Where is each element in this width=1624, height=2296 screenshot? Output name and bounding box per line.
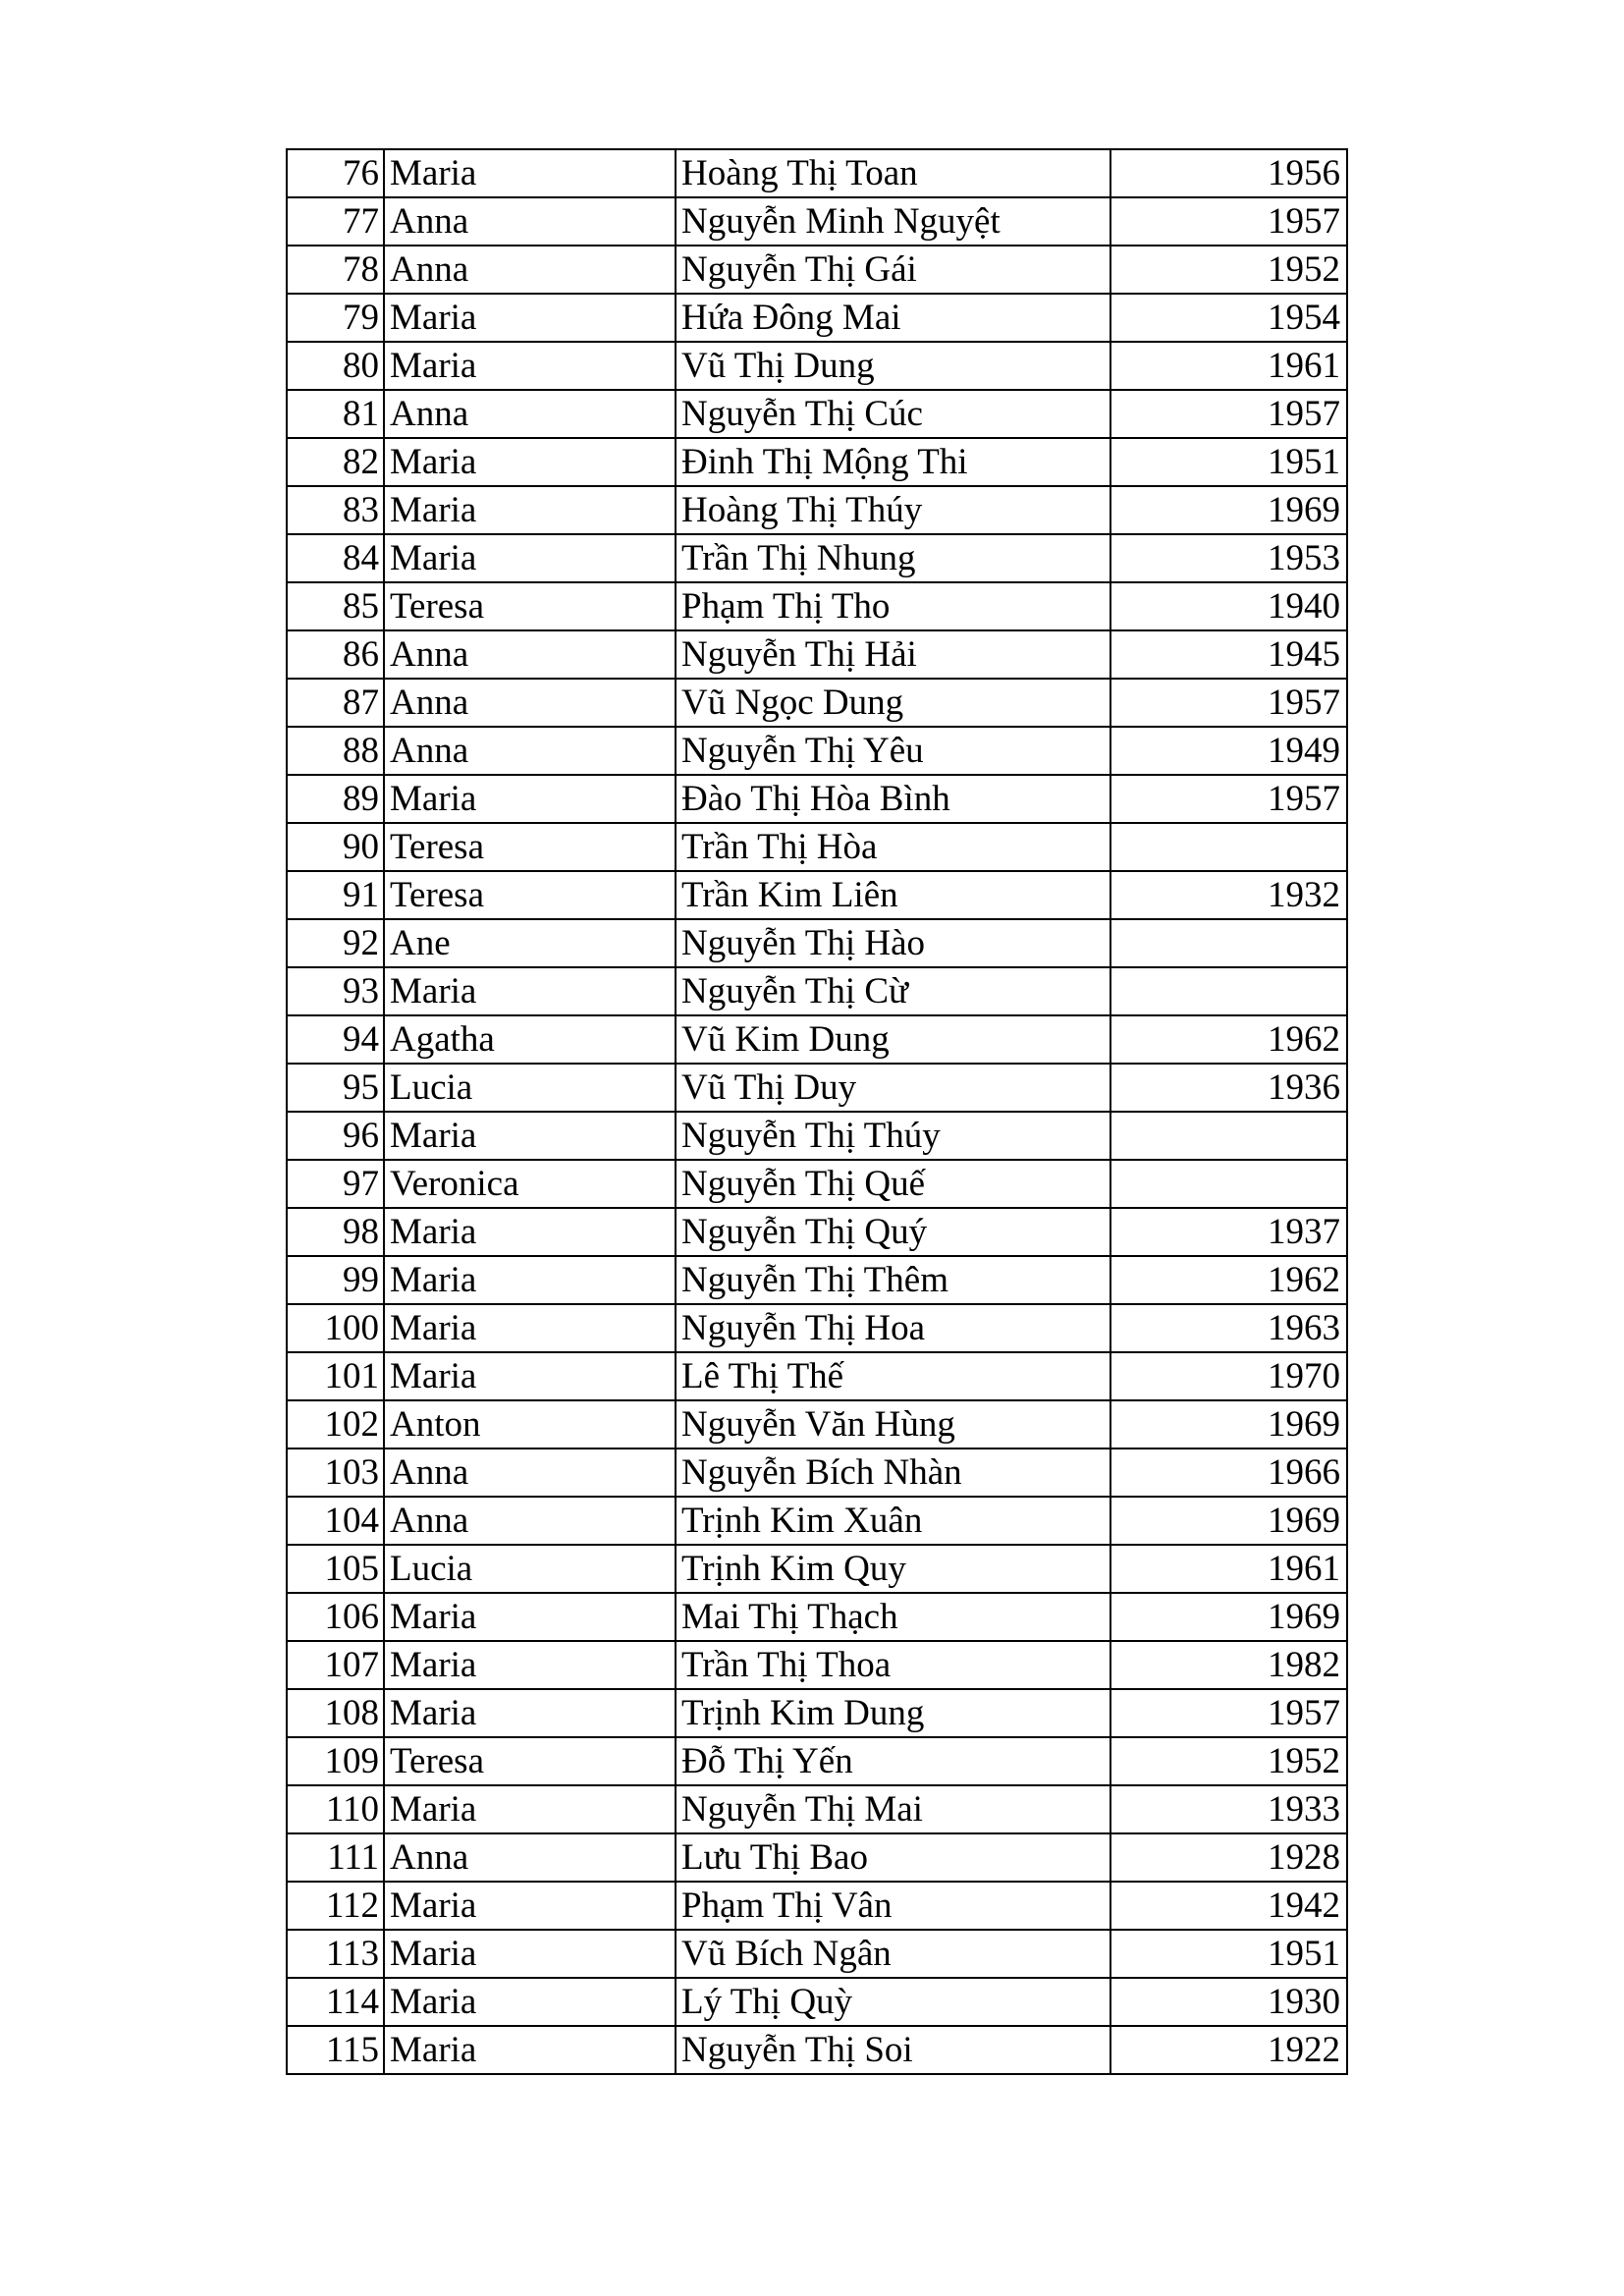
- birth-year-cell: 1936: [1110, 1064, 1347, 1112]
- table-row: [287, 1593, 1347, 1641]
- row-number-cell: 94: [287, 1015, 384, 1064]
- full-name-cell: Nguyễn Minh Nguyệt: [676, 197, 1110, 246]
- birth-year-cell: [1110, 1112, 1347, 1160]
- saint-name-cell: Maria: [384, 438, 676, 486]
- full-name-cell: Trịnh Kim Xuân: [676, 1497, 1110, 1545]
- row-number-cell: 114: [287, 1978, 384, 2026]
- table-row: [287, 630, 1347, 679]
- table-row: [287, 1400, 1347, 1449]
- birth-year-cell: 1956: [1110, 149, 1347, 197]
- table-row: [287, 1064, 1347, 1112]
- birth-year-cell: 1930: [1110, 1978, 1347, 2026]
- birth-year-cell: 1963: [1110, 1304, 1347, 1352]
- birth-year-cell: [1110, 919, 1347, 967]
- birth-year-cell: 1969: [1110, 1593, 1347, 1641]
- full-name-cell: Lý Thị Quỳ: [676, 1978, 1110, 2026]
- birth-year-cell: [1110, 823, 1347, 871]
- table-row: [287, 1112, 1347, 1160]
- table-row: [287, 486, 1347, 534]
- row-number-cell: 112: [287, 1882, 384, 1930]
- saint-name-cell: Maria: [384, 294, 676, 342]
- saint-name-cell: Anna: [384, 1833, 676, 1882]
- table-row: [287, 149, 1347, 197]
- saint-name-cell: Maria: [384, 1352, 676, 1400]
- birth-year-cell: 1982: [1110, 1641, 1347, 1689]
- birth-year-cell: [1110, 967, 1347, 1015]
- table-row: [287, 2026, 1347, 2074]
- table-row: [287, 197, 1347, 246]
- birth-year-cell: 1970: [1110, 1352, 1347, 1400]
- saint-name-cell: Maria: [384, 1978, 676, 2026]
- row-number-cell: 82: [287, 438, 384, 486]
- birth-year-cell: 1969: [1110, 486, 1347, 534]
- full-name-cell: Trần Thị Hòa: [676, 823, 1110, 871]
- table-row: [287, 294, 1347, 342]
- row-number-cell: 110: [287, 1785, 384, 1833]
- saint-name-cell: Maria: [384, 1112, 676, 1160]
- birth-year-cell: 1940: [1110, 582, 1347, 630]
- saint-name-cell: Maria: [384, 1882, 676, 1930]
- saint-name-cell: Maria: [384, 2026, 676, 2074]
- saint-name-cell: Anna: [384, 246, 676, 294]
- full-name-cell: Nguyễn Thị Gái: [676, 246, 1110, 294]
- row-number-cell: 80: [287, 342, 384, 390]
- saint-name-cell: Lucia: [384, 1064, 676, 1112]
- row-number-cell: 84: [287, 534, 384, 582]
- saint-name-cell: Teresa: [384, 823, 676, 871]
- table-row: [287, 1833, 1347, 1882]
- row-number-cell: 115: [287, 2026, 384, 2074]
- full-name-cell: Nguyễn Thị Hoa: [676, 1304, 1110, 1352]
- table-row: [287, 871, 1347, 919]
- table-row: [287, 1304, 1347, 1352]
- full-name-cell: Nguyễn Thị Mai: [676, 1785, 1110, 1833]
- row-number-cell: 103: [287, 1449, 384, 1497]
- table-row: [287, 582, 1347, 630]
- table-row: [287, 919, 1347, 967]
- table-row: [287, 1497, 1347, 1545]
- birth-year-cell: 1957: [1110, 1689, 1347, 1737]
- full-name-cell: Trần Thị Thoa: [676, 1641, 1110, 1689]
- row-number-cell: 91: [287, 871, 384, 919]
- birth-year-cell: 1928: [1110, 1833, 1347, 1882]
- row-number-cell: 107: [287, 1641, 384, 1689]
- saint-name-cell: Teresa: [384, 582, 676, 630]
- full-name-cell: Vũ Thị Duy: [676, 1064, 1110, 1112]
- birth-year-cell: 1932: [1110, 871, 1347, 919]
- row-number-cell: 79: [287, 294, 384, 342]
- full-name-cell: Vũ Ngọc Dung: [676, 679, 1110, 727]
- saint-name-cell: Lucia: [384, 1545, 676, 1593]
- full-name-cell: Phạm Thị Vân: [676, 1882, 1110, 1930]
- full-name-cell: Trần Kim Liên: [676, 871, 1110, 919]
- row-number-cell: 95: [287, 1064, 384, 1112]
- saint-name-cell: Agatha: [384, 1015, 676, 1064]
- full-name-cell: Nguyễn Thị Hào: [676, 919, 1110, 967]
- table-row: [287, 1641, 1347, 1689]
- full-name-cell: Phạm Thị Tho: [676, 582, 1110, 630]
- saint-name-cell: Anna: [384, 390, 676, 438]
- table-row: [287, 1015, 1347, 1064]
- full-name-cell: Lê Thị Thế: [676, 1352, 1110, 1400]
- row-number-cell: 113: [287, 1930, 384, 1978]
- birth-year-cell: 1962: [1110, 1256, 1347, 1304]
- full-name-cell: Lưu Thị Bao: [676, 1833, 1110, 1882]
- row-number-cell: 89: [287, 775, 384, 823]
- saint-name-cell: Maria: [384, 1785, 676, 1833]
- birth-year-cell: 1961: [1110, 1545, 1347, 1593]
- birth-year-cell: 1969: [1110, 1497, 1347, 1545]
- full-name-cell: Vũ Thị Dung: [676, 342, 1110, 390]
- table-row: [287, 534, 1347, 582]
- table-row: [287, 967, 1347, 1015]
- table-row: [287, 1208, 1347, 1256]
- row-number-cell: 77: [287, 197, 384, 246]
- saint-name-cell: Maria: [384, 1304, 676, 1352]
- saint-name-cell: Anna: [384, 1497, 676, 1545]
- birth-year-cell: 1962: [1110, 1015, 1347, 1064]
- birth-year-cell: 1961: [1110, 342, 1347, 390]
- row-number-cell: 108: [287, 1689, 384, 1737]
- full-name-cell: Nguyễn Thị Cừ: [676, 967, 1110, 1015]
- row-number-cell: 101: [287, 1352, 384, 1400]
- records-table: [286, 148, 1348, 2075]
- full-name-cell: Nguyễn Văn Hùng: [676, 1400, 1110, 1449]
- saint-name-cell: Anna: [384, 727, 676, 775]
- birth-year-cell: 1951: [1110, 1930, 1347, 1978]
- table-row: [287, 342, 1347, 390]
- saint-name-cell: Ane: [384, 919, 676, 967]
- row-number-cell: 96: [287, 1112, 384, 1160]
- saint-name-cell: Maria: [384, 149, 676, 197]
- birth-year-cell: 1937: [1110, 1208, 1347, 1256]
- row-number-cell: 88: [287, 727, 384, 775]
- row-number-cell: 104: [287, 1497, 384, 1545]
- full-name-cell: Mai Thị Thạch: [676, 1593, 1110, 1641]
- table-row: [287, 775, 1347, 823]
- saint-name-cell: Anna: [384, 679, 676, 727]
- saint-name-cell: Anna: [384, 197, 676, 246]
- row-number-cell: 92: [287, 919, 384, 967]
- table-row: [287, 1256, 1347, 1304]
- saint-name-cell: Maria: [384, 1593, 676, 1641]
- full-name-cell: Hứa Đông Mai: [676, 294, 1110, 342]
- row-number-cell: 109: [287, 1737, 384, 1785]
- row-number-cell: 111: [287, 1833, 384, 1882]
- saint-name-cell: Maria: [384, 1689, 676, 1737]
- saint-name-cell: Teresa: [384, 1737, 676, 1785]
- row-number-cell: 86: [287, 630, 384, 679]
- birth-year-cell: 1957: [1110, 390, 1347, 438]
- saint-name-cell: Maria: [384, 1208, 676, 1256]
- birth-year-cell: 1949: [1110, 727, 1347, 775]
- table-row: [287, 1352, 1347, 1400]
- table-row: [287, 246, 1347, 294]
- birth-year-cell: 1953: [1110, 534, 1347, 582]
- saint-name-cell: Maria: [384, 775, 676, 823]
- row-number-cell: 99: [287, 1256, 384, 1304]
- saint-name-cell: Maria: [384, 967, 676, 1015]
- full-name-cell: Nguyễn Thị Hải: [676, 630, 1110, 679]
- full-name-cell: Trần Thị Nhung: [676, 534, 1110, 582]
- table-row: [287, 1689, 1347, 1737]
- full-name-cell: Nguyễn Thị Thúy: [676, 1112, 1110, 1160]
- saint-name-cell: Anna: [384, 1449, 676, 1497]
- table-row: [287, 438, 1347, 486]
- full-name-cell: Nguyễn Thị Yêu: [676, 727, 1110, 775]
- full-name-cell: Nguyễn Thị Quý: [676, 1208, 1110, 1256]
- table-row: [287, 390, 1347, 438]
- birth-year-cell: 1957: [1110, 197, 1347, 246]
- table-row: [287, 1785, 1347, 1833]
- table-row: [287, 679, 1347, 727]
- table-row: [287, 1160, 1347, 1208]
- row-number-cell: 97: [287, 1160, 384, 1208]
- full-name-cell: Đỗ Thị Yến: [676, 1737, 1110, 1785]
- row-number-cell: 87: [287, 679, 384, 727]
- saint-name-cell: Teresa: [384, 871, 676, 919]
- full-name-cell: Nguyễn Thị Thêm: [676, 1256, 1110, 1304]
- full-name-cell: Đào Thị Hòa Bình: [676, 775, 1110, 823]
- saint-name-cell: Maria: [384, 534, 676, 582]
- saint-name-cell: Maria: [384, 342, 676, 390]
- birth-year-cell: [1110, 1160, 1347, 1208]
- saint-name-cell: Maria: [384, 1641, 676, 1689]
- saint-name-cell: Veronica: [384, 1160, 676, 1208]
- table-row: [287, 727, 1347, 775]
- row-number-cell: 83: [287, 486, 384, 534]
- full-name-cell: Nguyễn Thị Quế: [676, 1160, 1110, 1208]
- row-number-cell: 90: [287, 823, 384, 871]
- row-number-cell: 102: [287, 1400, 384, 1449]
- saint-name-cell: Anna: [384, 630, 676, 679]
- birth-year-cell: 1957: [1110, 775, 1347, 823]
- table-row: [287, 1545, 1347, 1593]
- full-name-cell: Vũ Bích Ngân: [676, 1930, 1110, 1978]
- saint-name-cell: Maria: [384, 486, 676, 534]
- birth-year-cell: 1942: [1110, 1882, 1347, 1930]
- full-name-cell: Đinh Thị Mộng Thi: [676, 438, 1110, 486]
- table-row: [287, 1449, 1347, 1497]
- full-name-cell: Hoàng Thị Thúy: [676, 486, 1110, 534]
- row-number-cell: 106: [287, 1593, 384, 1641]
- row-number-cell: 100: [287, 1304, 384, 1352]
- saint-name-cell: Maria: [384, 1930, 676, 1978]
- table-row: [287, 823, 1347, 871]
- full-name-cell: Trịnh Kim Dung: [676, 1689, 1110, 1737]
- full-name-cell: Hoàng Thị Toan: [676, 149, 1110, 197]
- saint-name-cell: Anton: [384, 1400, 676, 1449]
- birth-year-cell: 1945: [1110, 630, 1347, 679]
- birth-year-cell: 1969: [1110, 1400, 1347, 1449]
- birth-year-cell: 1951: [1110, 438, 1347, 486]
- birth-year-cell: 1922: [1110, 2026, 1347, 2074]
- full-name-cell: Nguyễn Thị Soi: [676, 2026, 1110, 2074]
- birth-year-cell: 1952: [1110, 1737, 1347, 1785]
- row-number-cell: 93: [287, 967, 384, 1015]
- birth-year-cell: 1957: [1110, 679, 1347, 727]
- row-number-cell: 85: [287, 582, 384, 630]
- table-row: [287, 1882, 1347, 1930]
- row-number-cell: 78: [287, 246, 384, 294]
- birth-year-cell: 1954: [1110, 294, 1347, 342]
- row-number-cell: 98: [287, 1208, 384, 1256]
- row-number-cell: 76: [287, 149, 384, 197]
- row-number-cell: 81: [287, 390, 384, 438]
- birth-year-cell: 1933: [1110, 1785, 1347, 1833]
- table-row: [287, 1978, 1347, 2026]
- birth-year-cell: 1952: [1110, 246, 1347, 294]
- records-table-body: [287, 149, 1347, 2074]
- table-row: [287, 1737, 1347, 1785]
- row-number-cell: 105: [287, 1545, 384, 1593]
- saint-name-cell: Maria: [384, 1256, 676, 1304]
- birth-year-cell: 1966: [1110, 1449, 1347, 1497]
- full-name-cell: Vũ Kim Dung: [676, 1015, 1110, 1064]
- table-row: [287, 1930, 1347, 1978]
- full-name-cell: Nguyễn Bích Nhàn: [676, 1449, 1110, 1497]
- full-name-cell: Nguyễn Thị Cúc: [676, 390, 1110, 438]
- full-name-cell: Trịnh Kim Quy: [676, 1545, 1110, 1593]
